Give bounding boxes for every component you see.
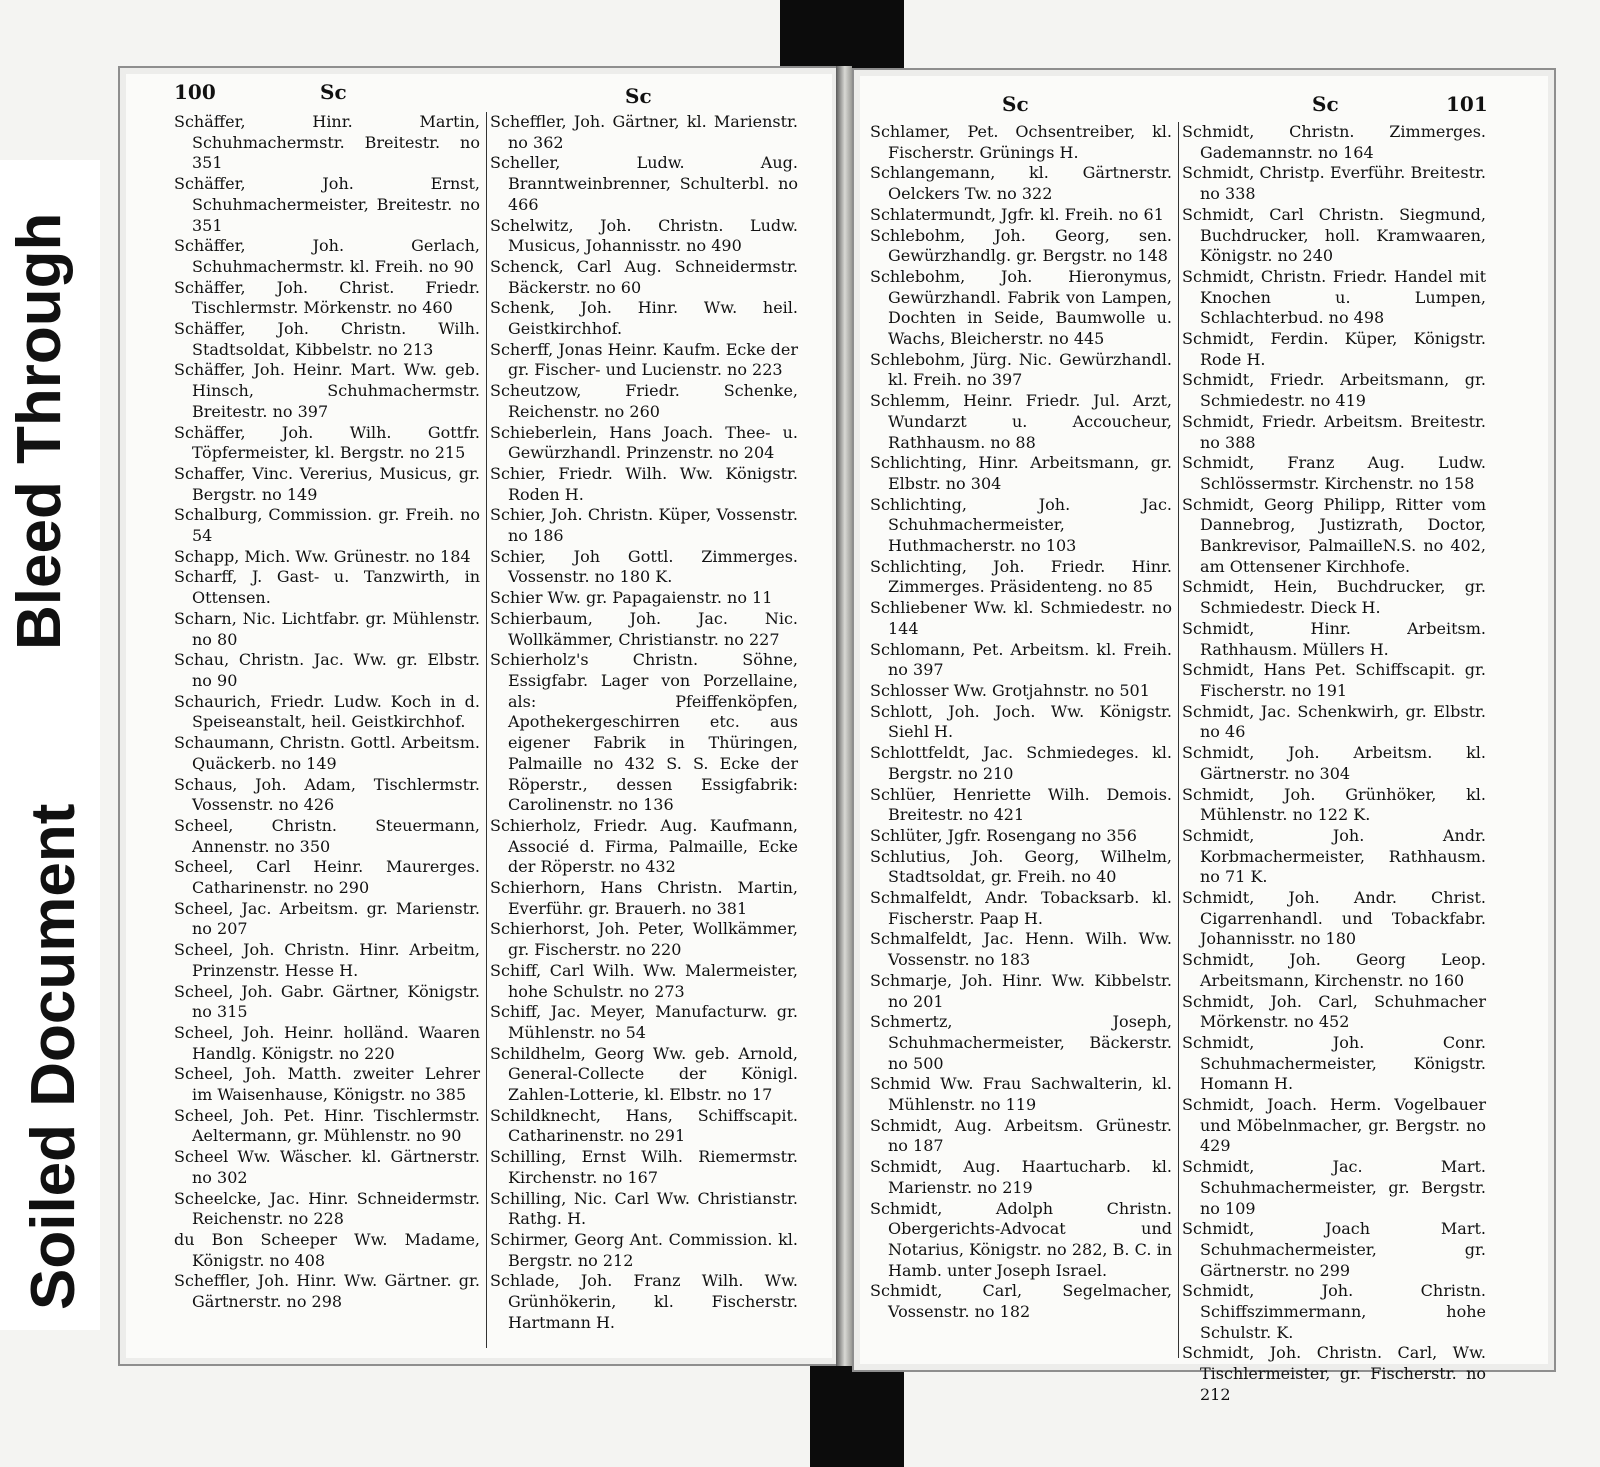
page-number-left: 100 [174, 80, 216, 104]
directory-entry: Schlatermundt, Jgfr. kl. Freih. no 61 [870, 204, 1164, 224]
directory-entry: Schmidt, Joh. Christn. Carl, Ww. Tischlermeister, gr. Fischerstr. no 212 [1182, 1343, 1486, 1404]
directory-entry: Schmidt, Hinr. Arbeitsm. Rathhausm. Müllers H. [1182, 618, 1486, 659]
top-scan-bar [780, 0, 904, 75]
directory-entry: Schmidt, Jac. Schenkwirh, gr. Elbstr. no 46 [1182, 701, 1486, 742]
directory-entry: Schlüer, Henriette Wilh. Demois. Breitestr. no 421 [870, 784, 1172, 825]
directory-entry: Scheel, Jac. Arbeitsm. gr. Marienstr. no 207 [174, 898, 480, 939]
directory-entry: Schmidt, Carl Christn. Siegmund, Buchdrucker, holl. Kramwaaren, Königstr. no 240 [1182, 204, 1486, 266]
directory-entry: Schmalfeldt, Jac. Henn. Wilh. Ww. Vossenstr. no 183 [870, 929, 1172, 970]
directory-entry: Schirmer, Georg Ant. Commission. kl. Bergstr. no 212 [490, 1229, 798, 1270]
directory-entry: Schlebohm, Jürg. Nic. Gewürzhandl. kl. Freih. no 397 [870, 349, 1172, 390]
directory-entry: Schmidt, Joh. Carl, Schuhmacher Mörkenstr. no 452 [1182, 991, 1486, 1032]
directory-entry: Schierholz's Christn. Söhne, Essigfabr. Lager von Porzellaine, als: Pfeiffenköpfen, Apothekergeschirren etc. aus eigener Fabrik in Thüringen, Palmaille no 432 S. S. Ecke der Röperstr., dessen Essigfabrik: Carolinenstr. no 136 [490, 650, 798, 815]
directory-entry: Schmidt, Aug. Arbeitsm. Grünestr. no 187 [870, 1115, 1172, 1156]
directory-entry: Schier, Joh Gottl. Zimmerges. Vossenstr. no 180 K. [490, 546, 798, 587]
directory-entry: Scheel, Carl Heinr. Maurerges. Catharinenstr. no 290 [174, 857, 480, 898]
directory-entry: Schelwitz, Joh. Christn. Ludw. Musicus, Johannisstr. no 490 [490, 215, 798, 256]
directory-entry: Schmidt, Jac. Mart. Schuhmachermeister, gr. Bergstr. no 109 [1182, 1157, 1486, 1218]
directory-entry: Schäffer, Joh. Heinr. Mart. Ww. geb. Hinsch, Schuhmachermstr. Breitestr. no 397 [174, 360, 480, 421]
directory-entry: Schäffer, Joh. Christ. Friedr. Tischlermstr. Mörkenstr. no 460 [174, 277, 480, 318]
running-head-left-col2: Sc [625, 84, 652, 108]
directory-entry: Schenck, Carl Aug. Schneidermstr. Bäckerstr. no 60 [490, 256, 798, 297]
right-page-column-2 [1182, 122, 1486, 1406]
directory-entry: Schmidt, Christp. Everführ. Breitestr. no 338 [1182, 163, 1486, 204]
directory-entry: Scheel, Joh. Matth. zweiter Lehrer im Waisenhause, Königstr. no 385 [174, 1064, 480, 1105]
directory-entry: Schiff, Jac. Meyer, Manufacturw. gr. Mühlenstr. no 54 [490, 1002, 798, 1042]
directory-entry: Schlott, Joh. Joch. Ww. Königstr. Siehl H. [870, 701, 1172, 742]
directory-entry: Schmidt, Joh. Georg Leop. Arbeitsmann, Kirchenstr. no 160 [1182, 950, 1486, 990]
column-rule [1178, 122, 1179, 1358]
directory-entry: Schmidt, Joh. Conr. Schuhmachermeister, Königstr. Homann H. [1182, 1032, 1486, 1094]
directory-entry: Schlutius, Joh. Georg, Wilhelm, Stadtsoldat, gr. Freih. no 40 [870, 846, 1172, 887]
directory-entry: Schiff, Carl Wilh. Ww. Malermeister, hohe Schulstr. no 273 [490, 960, 798, 1001]
directory-entry: Scheutzow, Friedr. Schenke, Reichenstr. no 260 [490, 381, 798, 421]
directory-entry: Schlangemann, kl. Gärtnerstr. Oelckers Tw. no 322 [870, 163, 1172, 204]
directory-entry: Schäffer, Hinr. Martin, Schuhmachermstr. Breitestr. no 351 [174, 112, 480, 173]
directory-entry: Schmertz, Joseph, Schuhmachermeister, Bäckerstr. no 500 [870, 1012, 1172, 1073]
directory-entry: Schieberlein, Hans Joach. Thee- u. Gewürzhandl. Prinzenstr. no 204 [490, 422, 798, 463]
directory-entry: Schäffer, Joh. Wilh. Gottfr. Töpfermeister, kl. Bergstr. no 215 [174, 422, 480, 463]
right-page-column-1 [870, 122, 1172, 1323]
page-number-right: 101 [1446, 92, 1488, 116]
directory-entry: Scheel, Joh. Pet. Hinr. Tischlermstr. Aeltermann, gr. Mühlenstr. no 90 [174, 1105, 480, 1146]
directory-entry: Schierhorn, Hans Christn. Martin, Everführ. gr. Brauerh. no 381 [490, 878, 798, 918]
directory-entry: Scheel, Joh. Heinr. holländ. Waaren Handlg. Königstr. no 220 [174, 1022, 480, 1063]
directory-entry: Schilling, Ernst Wilh. Riemermstr. Kirchenstr. no 167 [490, 1147, 798, 1187]
running-head-left-col1: Sc [320, 80, 347, 104]
directory-entry: Schmidt, Friedr. Arbeitsm. Breitestr. no 388 [1182, 411, 1486, 452]
directory-entry: Schmidt, Joh. Andr. Christ. Cigarrenhandl. und Tobackfabr. Johannisstr. no 180 [1182, 888, 1486, 949]
directory-entry: Schenk, Joh. Hinr. Ww. heil. Geistkirchhof. [490, 298, 798, 339]
directory-entry: Scherff, Jonas Heinr. Kaufm. Ecke der gr. Fischer- und Lucienstr. no 223 [490, 339, 798, 380]
directory-entry: Scheller, Ludw. Aug. Branntweinbrenner, Schulterbl. no 466 [490, 153, 798, 214]
directory-entry: Schäffer, Joh. Christn. Wilh. Stadtsoldat, Kibbelstr. no 213 [174, 319, 480, 359]
directory-entry: Schmidt, Ferdin. Küper, Königstr. Rode H. [1182, 329, 1486, 369]
directory-entry: Schmidt, Franz Aug. Ludw. Schlössermstr. Kirchenstr. no 158 [1182, 453, 1486, 493]
directory-entry: Schmidt, Hans Pet. Schiffscapit. gr. Fischerstr. no 191 [1182, 660, 1486, 700]
directory-entry: Schlosser Ww. Grotjahnstr. no 501 [870, 680, 1150, 700]
directory-entry: Schlebohm, Joh. Georg, sen. Gewürzhandlg. gr. Bergstr. no 148 [870, 225, 1172, 266]
column-rule [486, 112, 487, 1348]
directory-entry: Schapp, Mich. Ww. Grünestr. no 184 [174, 546, 471, 566]
directory-entry: Schaus, Joh. Adam, Tischlermstr. Vossenstr. no 426 [174, 774, 480, 815]
directory-entry: Schmidt, Joh. Arbeitsm. kl. Gärtnerstr. no 304 [1182, 743, 1486, 783]
directory-entry: Schäffer, Joh. Gerlach, Schuhmachermstr. kl. Freih. no 90 [174, 236, 480, 276]
directory-entry: Scheffler, Joh. Hinr. Ww. Gärtner. gr. Gärtnerstr. no 298 [174, 1271, 480, 1312]
directory-entry: Schier Ww. gr. Papagaienstr. no 11 [490, 588, 773, 608]
directory-entry: Schalburg, Commission. gr. Freih. no 54 [174, 505, 480, 546]
directory-entry: Schmidt, Joach. Herm. Vogelbauer und Möbelnmacher, gr. Bergstr. no 429 [1182, 1095, 1486, 1156]
directory-entry: Schier, Joh. Christn. Küper, Vossenstr. no 186 [490, 505, 798, 546]
directory-entry: Schmidt, Joh. Grünhöker, kl. Mühlenstr. no 122 K. [1182, 784, 1486, 825]
directory-entry: Schlichting, Joh. Jac. Schuhmachermeister, Huthmacherstr. no 103 [870, 494, 1172, 556]
directory-entry: Schilling, Nic. Carl Ww. Christianstr. Rathg. H. [490, 1188, 798, 1229]
directory-entry: Schildknecht, Hans, Schiffscapit. Catharinenstr. no 291 [490, 1105, 798, 1146]
directory-entry: Scheelcke, Jac. Hinr. Schneidermstr. Reichenstr. no 228 [174, 1188, 480, 1229]
directory-entry: Schmidt, Joh. Andr. Korbmachermeister, Rathhausm. no 71 K. [1182, 825, 1486, 887]
directory-entry: Schierhorst, Joh. Peter, Wollkämmer, gr. Fischerstr. no 220 [490, 919, 798, 960]
directory-entry: Scheel, Joh. Gabr. Gärtner, Königstr. no 315 [174, 981, 480, 1022]
directory-entry: Schlichting, Joh. Friedr. Hinr. Zimmerges. Präsidenteng. no 85 [870, 556, 1172, 597]
directory-entry: Schlemm, Heinr. Friedr. Jul. Arzt, Wundarzt u. Accoucheur, Rathhausm. no 88 [870, 391, 1172, 452]
left-page-column-1 [174, 112, 480, 1313]
directory-entry: Schlade, Joh. Franz Wilh. Ww. Grünhökerin, kl. Fischerstr. Hartmann H. [490, 1271, 798, 1332]
directory-entry: Schmarje, Joh. Hinr. Ww. Kibbelstr. no 201 [870, 970, 1172, 1011]
directory-entry: Schlichting, Hinr. Arbeitsmann, gr. Elbstr. no 304 [870, 453, 1172, 493]
left-page-column-2 [490, 112, 798, 1333]
directory-entry: Schier, Friedr. Wilh. Ww. Königstr. Roden H. [490, 463, 798, 504]
directory-entry: Schlebohm, Joh. Hieronymus, Gewürzhandl. Fabrik von Lampen, Dochten in Seide, Baumwolle u. Wachs, Bleicherstr. no 445 [870, 266, 1172, 349]
directory-entry: Schmidt, Christn. Friedr. Handel mit Knochen u. Lumpen, Schlachterbud. no 498 [1182, 266, 1486, 328]
left-page [118, 66, 840, 1366]
bleed-through-label: Bleed Through [5, 212, 74, 650]
directory-entry: Schlamer, Pet. Ochsentreiber, kl. Fischerstr. Grünings H. [870, 122, 1172, 162]
directory-entry: Schäffer, Joh. Ernst, Schuhmachermeister, Breitestr. no 351 [174, 174, 480, 235]
directory-entry: du Bon Scheeper Ww. Madame, Königstr. no 408 [174, 1229, 480, 1270]
right-page [852, 68, 1556, 1404]
directory-entry: Schlottfeldt, Jac. Schmiedeges. kl. Bergstr. no 210 [870, 743, 1172, 783]
directory-entry: Schmidt, Hein, Buchdrucker, gr. Schmiedestr. Dieck H. [1182, 577, 1486, 618]
directory-entry: Scheel, Joh. Christn. Hinr. Arbeitm, Prinzenstr. Hesse H. [174, 940, 480, 980]
directory-entry: Schmidt, Adolph Christn. Obergerichts-Advocat und Notarius, Königstr. no 282, B. C. in Hamb. unter Joseph Israel. [870, 1198, 1172, 1280]
running-head-right-col2: Sc [1312, 92, 1339, 116]
directory-entry: Schierbaum, Joh. Jac. Nic. Wollkämmer, Christianstr. no 227 [490, 608, 798, 649]
directory-entry: Schmidt, Carl, Segelmacher, Vossenstr. no 182 [870, 1281, 1172, 1322]
directory-entry: Schmidt, Friedr. Arbeitsmann, gr. Schmiedestr. no 419 [1182, 370, 1486, 411]
directory-entry: Schaffer, Vinc. Vererius, Musicus, gr. Bergstr. no 149 [174, 463, 480, 504]
directory-entry: Schierholz, Friedr. Aug. Kaufmann, Associé d. Firma, Palmaille, Ecke der Röperstr. no 432 [490, 815, 798, 877]
directory-entry: Schmalfeldt, Andr. Tobacksarb. kl. Fischerstr. Paap H. [870, 888, 1172, 928]
directory-entry: Scharff, J. Gast- u. Tanzwirth, in Ottensen. [174, 567, 480, 608]
directory-entry: Schmidt, Aug. Haartucharb. kl. Marienstr. no 219 [870, 1157, 1172, 1197]
running-head-right-col1: Sc [1002, 92, 1029, 116]
directory-entry: Schlüter, Jgfr. Rosengang no 356 [870, 825, 1137, 845]
directory-entry: Scheffler, Joh. Gärtner, kl. Marienstr. no 362 [490, 112, 798, 152]
directory-entry: Schau, Christn. Jac. Ww. gr. Elbstr. no 90 [174, 650, 480, 690]
directory-entry: Scharn, Nic. Lichtfabr. gr. Mühlenstr. no 80 [174, 608, 480, 649]
soiled-document-label: Soiled Document [19, 803, 88, 1310]
directory-entry: Schaurich, Friedr. Ludw. Koch in d. Speiseanstalt, heil. Geistkirchhof. [174, 691, 480, 732]
directory-entry: Scheel Ww. Wäscher. kl. Gärtnerstr. no 302 [174, 1147, 480, 1187]
directory-entry: Schildhelm, Georg Ww. geb. Arnold, General-Collecte der Königl. Zahlen-Lotterie, kl. Elbstr. no 17 [490, 1043, 798, 1105]
directory-entry: Schmid Ww. Frau Sachwalterin, kl. Mühlenstr. no 119 [870, 1074, 1172, 1115]
book-gutter [836, 66, 852, 1366]
directory-entry: Schmidt, Christn. Zimmerges. Gademannstr. no 164 [1182, 122, 1486, 162]
directory-entry: Schaumann, Christn. Gottl. Arbeitsm. Quäckerb. no 149 [174, 733, 480, 773]
directory-entry: Schliebener Ww. kl. Schmiedestr. no 144 [870, 598, 1172, 638]
directory-entry: Schmidt, Joh. Christn. Schiffszimmermann, hohe Schulstr. K. [1182, 1281, 1486, 1342]
directory-entry: Scheel, Christn. Steuermann, Annenstr. no 350 [174, 815, 480, 856]
directory-entry: Schlomann, Pet. Arbeitsm. kl. Freih. no 397 [870, 639, 1172, 680]
directory-entry: Schmidt, Joach Mart. Schuhmachermeister, gr. Gärtnerstr. no 299 [1182, 1219, 1486, 1280]
directory-entry: Schmidt, Georg Philipp, Ritter vom Dannebrog, Justizrath, Doctor, Bankrevisor, PalmailleN.S. no 402, am Ottensener Kirchhofe. [1182, 494, 1486, 576]
